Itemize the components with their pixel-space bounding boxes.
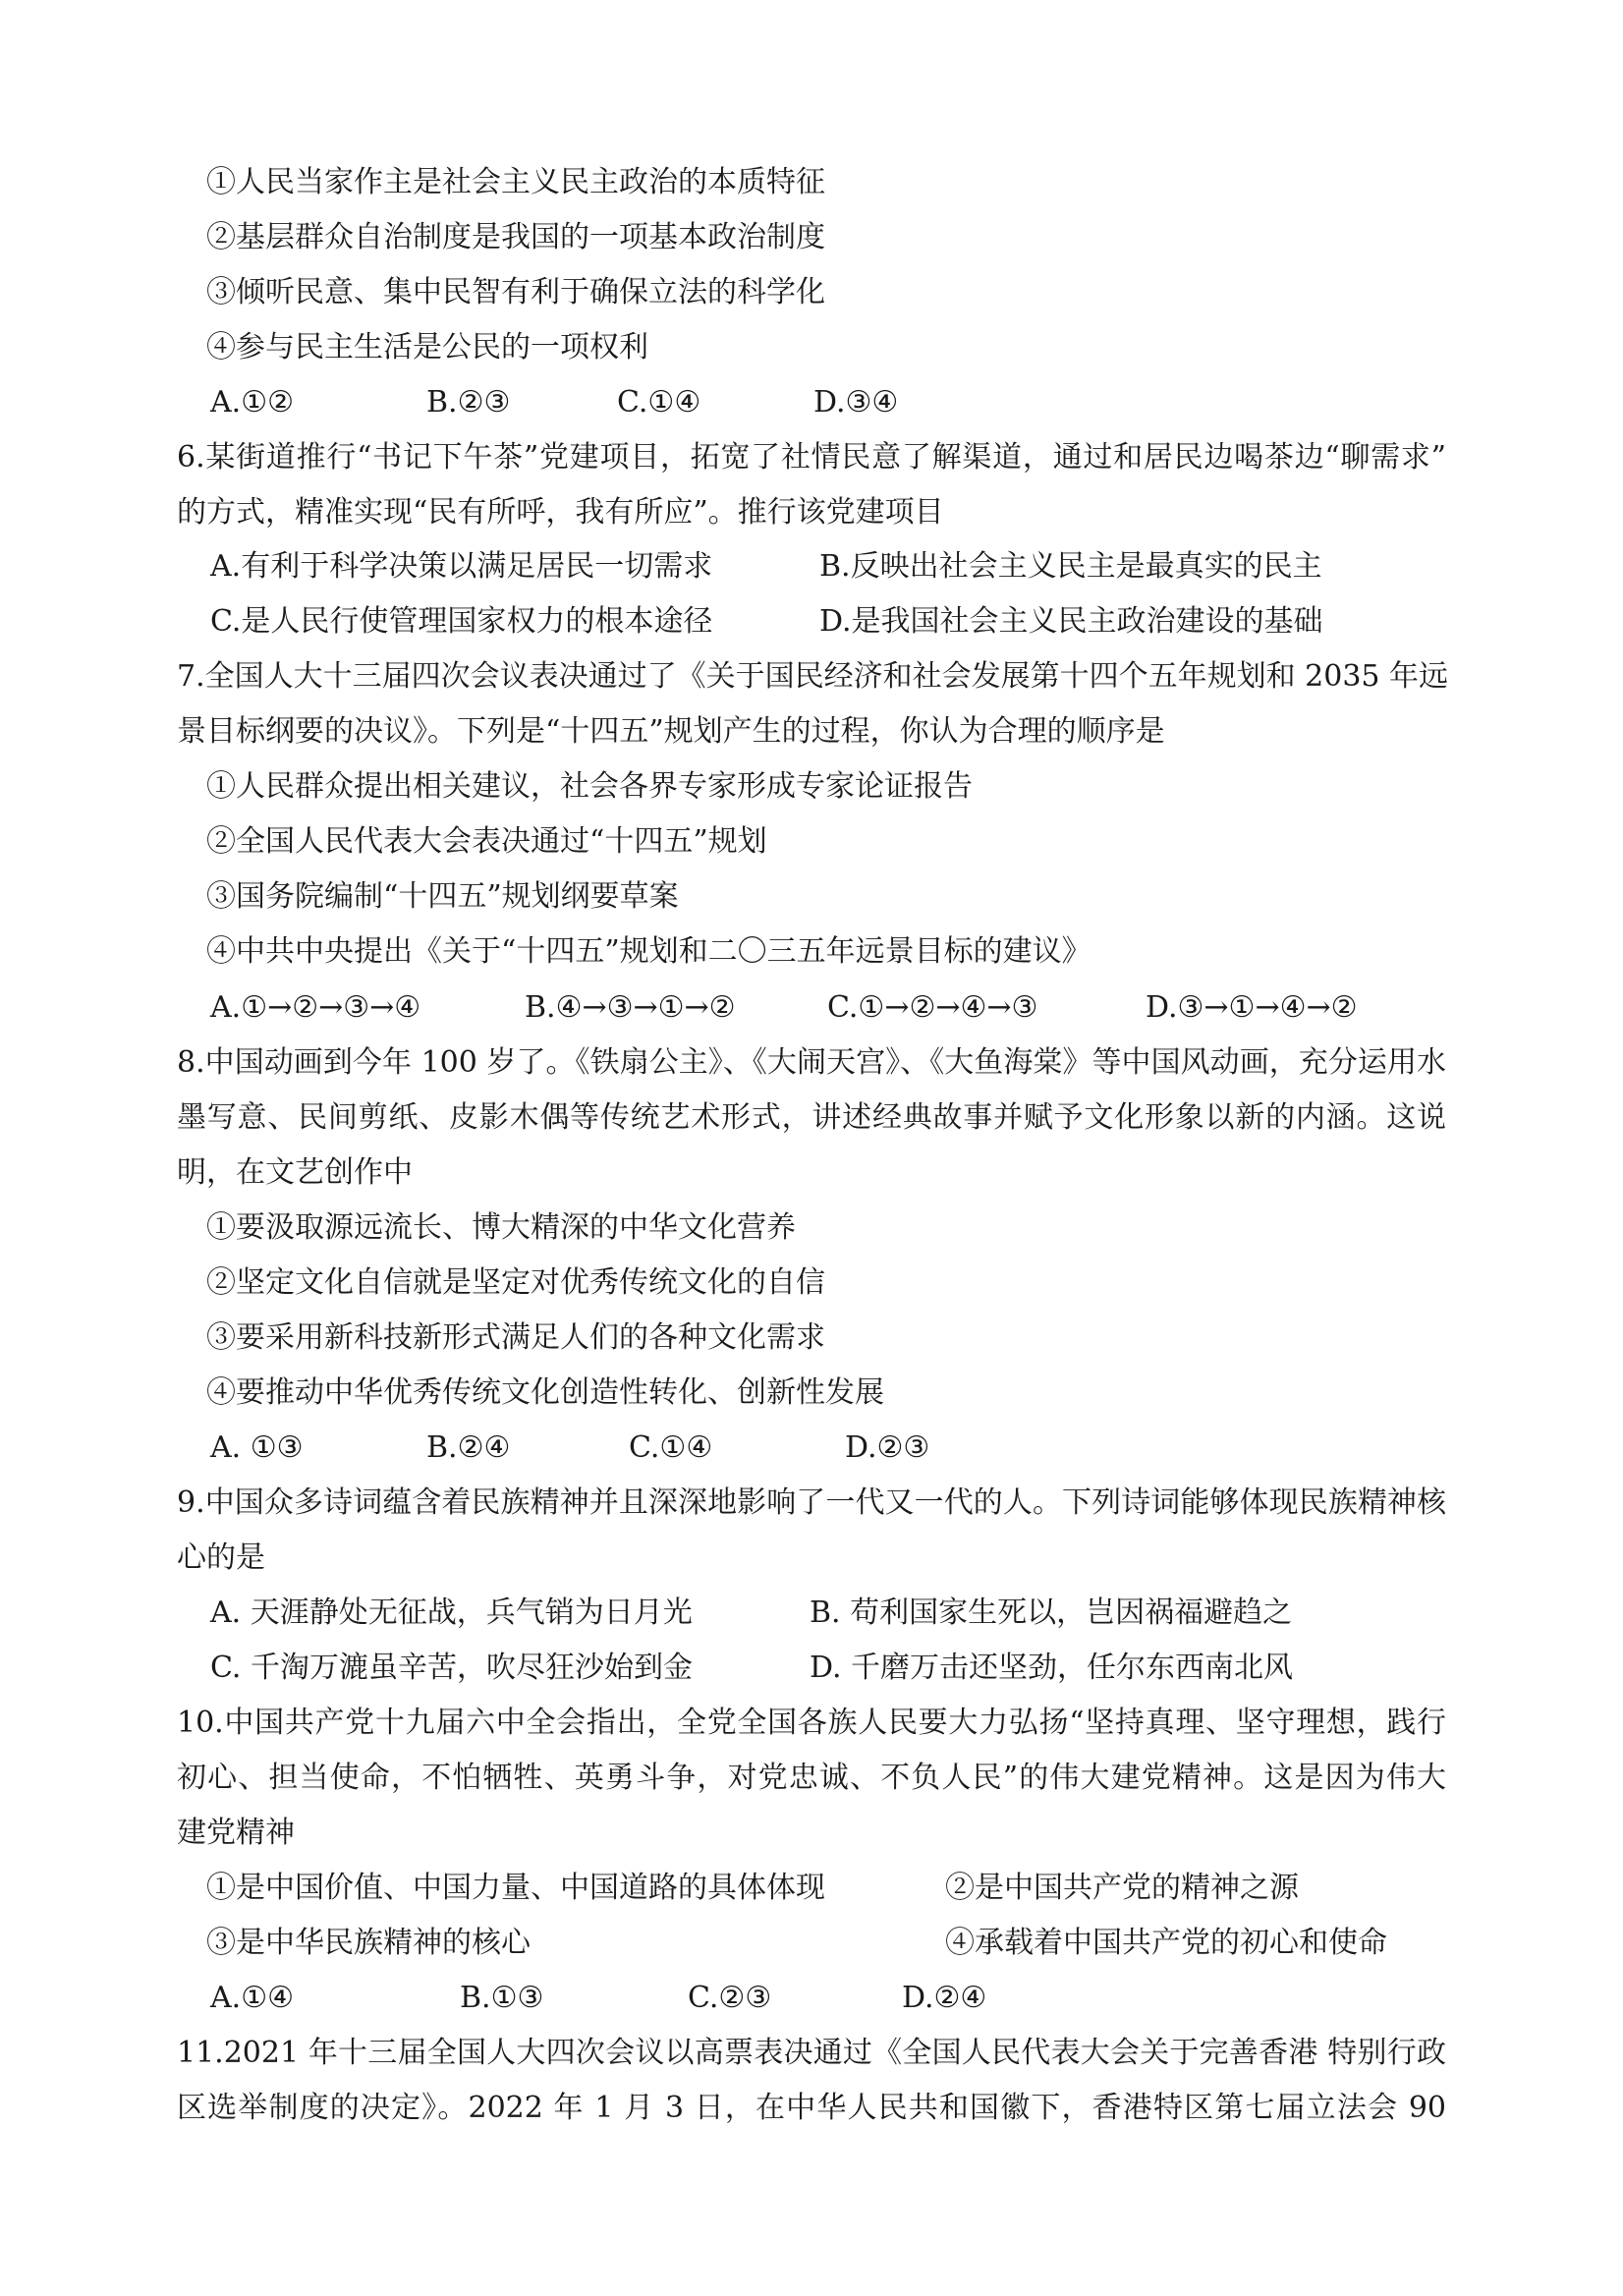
- q10-choice-b: B.①③: [460, 1981, 544, 2015]
- q5-choice-c: C.①④: [617, 385, 701, 420]
- q10-choice-d: D.②④: [902, 1981, 987, 2015]
- q8-item-2: ②坚定文化自信就是坚定对优秀传统文化的自信: [206, 1265, 825, 1300]
- q5-item-2: ②基层群众自治制度是我国的一项基本政治制度: [206, 220, 825, 254]
- q9-choice-a: A. 天涯静处无征战，兵气销为日月光: [210, 1596, 693, 1630]
- q6-choices-row-2: [0, 602, 1623, 642]
- q7-item-4: ④中共中央提出《关于“十四五”规划和二〇三五年远景目标的建议》: [206, 934, 1091, 969]
- q10-choice-a: A.①④: [210, 1981, 294, 2015]
- q8-stem-line-3: 明，在文艺创作中: [177, 1155, 413, 1190]
- q8-item-1: ①要汲取源远流长、博大精深的中华文化营养: [206, 1210, 796, 1245]
- q10-item-3: ③是中华民族精神的核心: [206, 1926, 531, 1960]
- q9-stem-line-1: 9.中国众多诗词蕴含着民族精神并且深深地影响了一代又一代的人。下列诗词能够体现民族精神核: [177, 1485, 1446, 1520]
- q5-item-1: ①人民当家作主是社会主义民主政治的本质特征: [206, 165, 825, 199]
- q10-choices: [0, 1979, 1623, 2018]
- q7-choice-b: B.④→③→①→②: [525, 990, 736, 1025]
- q7-choice-a: A.①→②→③→④: [210, 990, 421, 1025]
- q7-stem-line-2: 景目标纲要的决议》。下列是“十四五”规划产生的过程，你认为合理的顺序是: [177, 714, 1165, 749]
- q6-choice-a: A.有利于科学决策以满足居民一切需求: [210, 549, 713, 584]
- q5-choice-a: A.①②: [210, 385, 294, 420]
- q7-item-2: ②全国人民代表大会表决通过“十四五”规划: [206, 824, 767, 859]
- q6-stem-line-1: 6.某街道推行“书记下午茶”党建项目，拓宽了社情民意了解渠道，通过和居民边喝茶边“聊需求”: [177, 440, 1446, 475]
- q8-choice-b: B.②④: [426, 1430, 511, 1465]
- q10-stem-line-3: 建党精神: [177, 1816, 295, 1850]
- q9-choices-row-1: [0, 1594, 1623, 1633]
- q6-choice-c: C.是人民行使管理国家权力的根本途径: [210, 604, 713, 639]
- q5-item-3: ③倾听民意、集中民智有利于确保立法的科学化: [206, 275, 825, 309]
- q11-stem-line-2: 区选举制度的决定》。2022 年 1 月 3 日，在中华人民共和国徽下，香港特区第七届立法会 90: [177, 2091, 1446, 2125]
- q5-choice-b: B.②③: [426, 385, 511, 420]
- q10-stem-line-1: 10.中国共产党十九届六中全会指出，全党全国各族人民要大力弘扬“坚持真理、坚守理想，践行: [177, 1706, 1446, 1740]
- q10-stem-line-2: 初心、担当使命，不怕牺牲、英勇斗争，对党忠诚、不负人民”的伟大建党精神。这是因为伟大: [177, 1761, 1446, 1795]
- q6-choice-b: B.反映出社会主义民主是最真实的民主: [819, 549, 1322, 584]
- q10-choice-c: C.②③: [688, 1981, 772, 2015]
- q7-choice-d: D.③→①→④→②: [1146, 990, 1358, 1025]
- q6-choices-row-1: [0, 547, 1623, 587]
- q9-stem-line-2: 心的是: [177, 1540, 265, 1575]
- q9-choice-c: C. 千淘万漉虽辛苦，吹尽狂沙始到金: [210, 1651, 693, 1685]
- q10-item-1: ①是中国价值、中国力量、中国道路的具体体现: [206, 1871, 825, 1905]
- q9-choices-row-2: [0, 1649, 1623, 1688]
- q8-choice-d: D.②③: [845, 1430, 930, 1465]
- q8-item-3: ③要采用新科技新形式满足人们的各种文化需求: [206, 1320, 825, 1355]
- q7-item-1: ①人民群众提出相关建议，社会各界专家形成专家论证报告: [206, 769, 973, 804]
- q8-choice-a: A. ①③: [210, 1430, 304, 1465]
- q10-item-2: ②是中国共产党的精神之源: [945, 1871, 1299, 1905]
- q10-item-4: ④承载着中国共产党的初心和使命: [945, 1926, 1387, 1960]
- q8-stem-line-2: 墨写意、民间剪纸、皮影木偶等传统艺术形式，讲述经典故事并赋予文化形象以新的内涵。这说: [177, 1100, 1446, 1135]
- q10-items-row-1: [0, 1869, 1623, 1908]
- q8-choices: [0, 1428, 1623, 1468]
- q8-stem-line-1: 8.中国动画到今年 100 岁了。《铁扇公主》、《大闹天宫》、《大鱼海棠》等中国风动画，充分运用水: [177, 1045, 1446, 1080]
- q7-choices: [0, 988, 1623, 1028]
- q11-stem-line-1: 11.2021 年十三届全国人大四次会议以高票表决通过《全国人民代表大会关于完善香港 特别行政: [177, 2036, 1446, 2070]
- q9-choice-d: D. 千磨万击还坚劲，任尔东西南北风: [810, 1651, 1294, 1685]
- q5-item-4: ④参与民主生活是公民的一项权利: [206, 330, 648, 364]
- q8-item-4: ④要推动中华优秀传统文化创造性转化、创新性发展: [206, 1375, 884, 1410]
- q8-choice-c: C.①④: [629, 1430, 713, 1465]
- q10-items-row-2: [0, 1924, 1623, 1963]
- q7-choice-c: C.①→②→④→③: [827, 990, 1038, 1025]
- q7-stem-line-1: 7.全国人大十三届四次会议表决通过了《关于国民经济和社会发展第十四个五年规划和 2035 年远: [177, 659, 1449, 694]
- q5-choices: [0, 383, 1623, 422]
- q6-stem-line-2: 的方式，精准实现“民有所呼，我有所应”。推行该党建项目: [177, 495, 944, 530]
- q6-choice-d: D.是我国社会主义民主政治建设的基础: [819, 604, 1323, 639]
- q9-choice-b: B. 苟利国家生死以，岂因祸福避趋之: [810, 1596, 1293, 1630]
- q7-item-3: ③国务院编制“十四五”规划纲要草案: [206, 879, 679, 914]
- q5-choice-d: D.③④: [813, 385, 899, 420]
